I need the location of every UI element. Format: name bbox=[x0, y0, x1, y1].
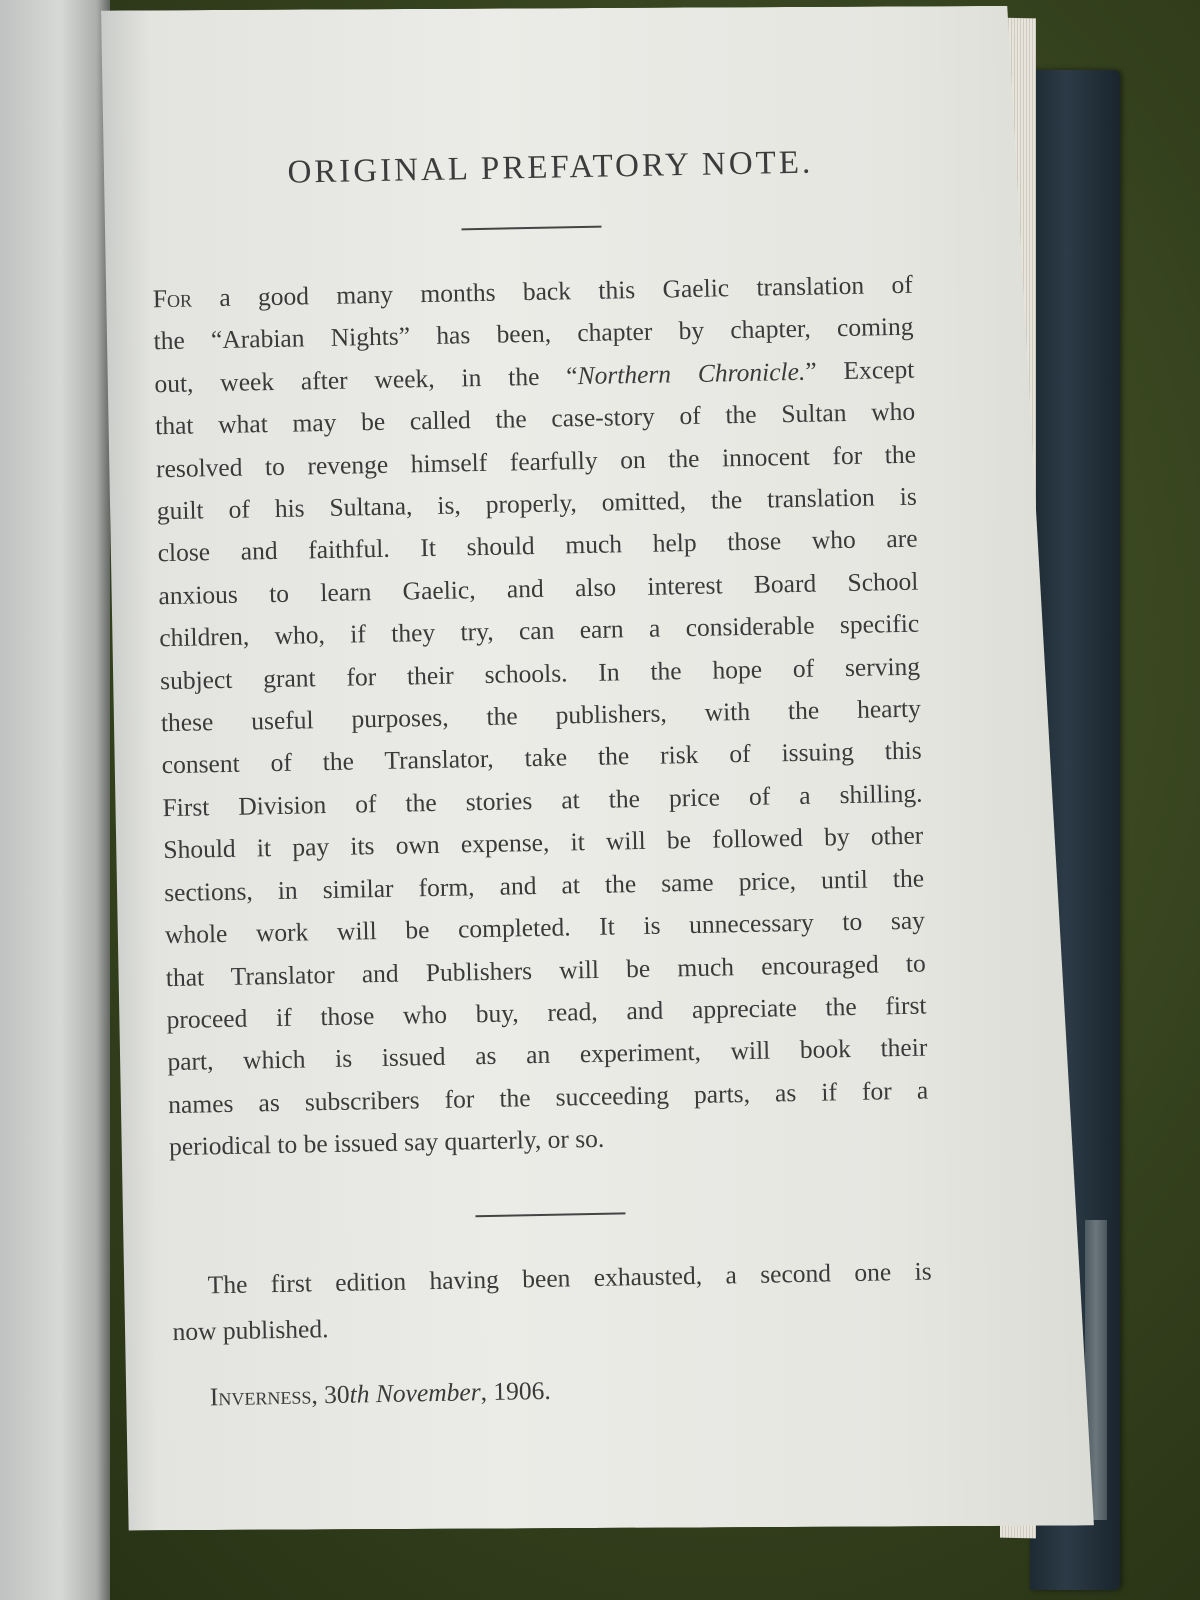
facing-page-left bbox=[0, 0, 110, 1600]
newspaper-title: Northern Chronicle. bbox=[577, 356, 806, 390]
page-title: ORIGINAL PREFATORY NOTE. bbox=[287, 144, 814, 191]
body-line-8: anxious to learn Gaelic, and also interest Board School bbox=[158, 566, 919, 611]
page-content bbox=[150, 143, 934, 1413]
title-rule bbox=[461, 226, 601, 231]
body-line-15: sections, in similar form, and at the same price, until the bbox=[163, 863, 925, 907]
body-line-21: periodical to be issued say quarterly, or so. bbox=[168, 1123, 605, 1162]
body-line-11: these useful purposes, the publishers, with the hearty bbox=[160, 693, 922, 738]
body-line-18: proceed if those who buy, read, and appreciate the first bbox=[166, 990, 927, 1035]
body-line-3-tail: ” Except bbox=[805, 354, 915, 386]
signature-year: , 1906. bbox=[480, 1375, 552, 1406]
body-line-3-head: out, week after week, in the “ bbox=[154, 360, 578, 399]
body-line-16: whole work will be completed. It is unnecessary to say bbox=[164, 905, 926, 950]
body-line-19: part, which is issued as an experiment, will book their bbox=[167, 1032, 928, 1077]
section-rule bbox=[475, 1212, 625, 1217]
body-line-14: Should it pay its own expense, it will be followed by other bbox=[163, 820, 924, 865]
body-line-20: names as subscribers for the succeeding parts, as if for a bbox=[167, 1075, 929, 1119]
body-line-6: guilt of his Sultana, is, properly, omitted, the translation is bbox=[156, 481, 917, 526]
signature-place: Inverness, bbox=[209, 1379, 319, 1411]
body-line-7: close and faithful. It should much help those who are bbox=[157, 524, 918, 568]
body-line-9: children, who, if they try, can earn a considerable specific bbox=[159, 608, 920, 653]
body-line-17: that Translator and Publishers will be much encouraged to bbox=[165, 948, 926, 992]
body-line-10: subject grant for their schools. In the hope of serving bbox=[159, 651, 921, 695]
second-note-line-1: The first edition having been exhausted, a second one is bbox=[207, 1256, 932, 1299]
body-line-12: consent of the Translator, take the risk of issuing this bbox=[161, 736, 922, 780]
second-edition-note bbox=[171, 1248, 933, 1355]
body-line-13: First Division of the stories at the price of a shilling. bbox=[162, 778, 923, 823]
second-note-line-2: now published. bbox=[172, 1313, 329, 1346]
body-line-5: resolved to revenge himself fearfully on the innocent for the bbox=[155, 439, 917, 483]
signature-month: November bbox=[375, 1376, 481, 1408]
body-line-4: that what may be called the case-story of the Sultan who bbox=[154, 396, 916, 441]
drop-word: For bbox=[152, 283, 193, 314]
signature-day: 30 bbox=[323, 1379, 350, 1409]
note-body bbox=[152, 264, 929, 1169]
body-line-1-rest: a good many months back this Gaelic translation of bbox=[219, 269, 913, 312]
body-line-2: the “Arabian Nights” has been, chapter by chapter, coming bbox=[153, 312, 914, 356]
signature-ordinal: th bbox=[349, 1378, 370, 1409]
